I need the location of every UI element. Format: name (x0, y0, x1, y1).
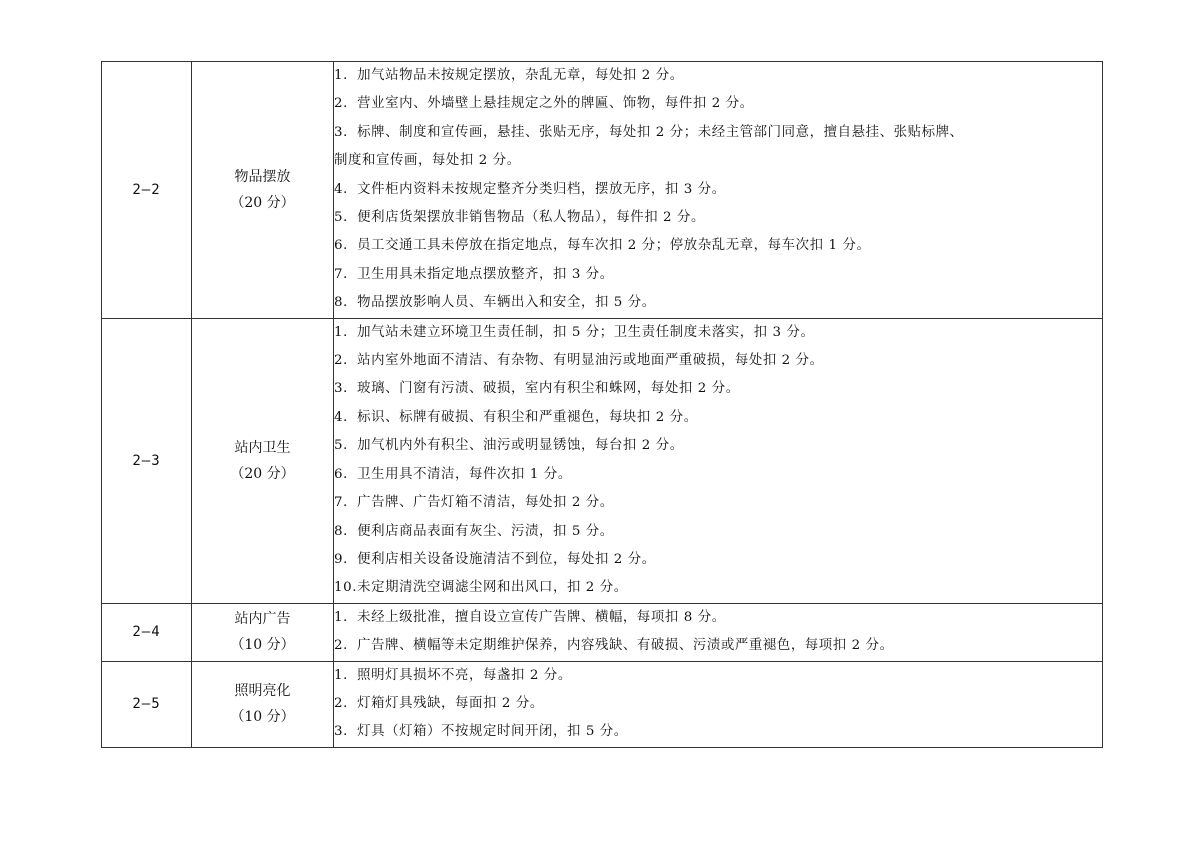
item-title-cell (192, 62, 334, 319)
item-points: （10 分） (230, 637, 295, 654)
rule-line: 2．营业室内、外墙壁上悬挂规定之外的牌匾、饰物，每件扣 2 分。 (334, 96, 754, 112)
rule-line: 10.未定期清洗空调滤尘网和出风口，扣 2 分。 (334, 580, 628, 596)
rule-line: 3．玻璃、门窗有污渍、破损，室内有积尘和蛛网，每处扣 2 分。 (334, 381, 740, 397)
rule-line: 2．广告牌、横幅等未定期维护保养，内容残缺、有破损、污渍或严重褪色，每项扣 2 分。 (334, 638, 894, 654)
rule-line: 1．加气站未建立环境卫生责任制，扣 5 分；卫生责任制度未落实，扣 3 分。 (334, 324, 815, 340)
item-code: 2—5 (102, 661, 192, 747)
rule-line: 1．未经上级批准，擅自设立宣传广告牌、横幅，每项扣 8 分。 (334, 609, 726, 625)
rule-line: 1．加气站物品未按规定摆放，杂乱无章，每处扣 2 分。 (334, 68, 684, 83)
rule-line: 4．文件柜内资料未按规定整齐分类归档，摆放无序，扣 3 分。 (334, 181, 726, 197)
item-title-cell (192, 603, 334, 661)
table-row (102, 62, 1103, 319)
item-points: （20 分） (230, 465, 295, 482)
rule-line: 3．标牌、制度和宣传画，悬挂、张贴无序，每处扣 2 分；未经主管部门同意，擅自悬挂、张贴标牌、 (334, 124, 964, 140)
item-points: （20 分） (230, 194, 295, 211)
rules-cell (334, 603, 1103, 661)
rule-line: 7．卫生用具未指定地点摆放整齐，扣 3 分。 (334, 266, 614, 282)
rule-line: 7．广告牌、广告灯箱不清洁，每处扣 2 分。 (334, 495, 614, 511)
item-title-cell (192, 318, 334, 603)
item-title: 站内卫生 (234, 439, 291, 456)
rule-line: 5．加气机内外有积尘、油污或明显锈蚀，每台扣 2 分。 (334, 438, 684, 454)
rule-line: 8．物品摆放影响人员、车辆出入和安全，扣 5 分。 (334, 295, 656, 311)
scoring-table (101, 61, 1103, 748)
item-title: 站内广告 (234, 611, 291, 628)
rule-line: 9．便利店相关设备设施清洁不到位，每处扣 2 分。 (334, 551, 656, 567)
rule-line: 4．标识、标牌有破损、有积尘和严重褪色，每块扣 2 分。 (334, 409, 698, 425)
table-row (102, 318, 1103, 603)
rule-line: 5．便利店货架摆放非销售物品（私人物品），每件扣 2 分。 (334, 210, 706, 226)
rules-cell (334, 62, 1103, 319)
item-code: 2—3 (102, 318, 192, 603)
item-title: 物品摆放 (234, 168, 291, 185)
rules-cell (334, 318, 1103, 603)
rule-line: 2．灯箱灯具残缺，每面扣 2 分。 (334, 695, 544, 711)
table-row (102, 661, 1103, 747)
rules-cell (334, 661, 1103, 747)
rule-line: 制度和宣传画，每处扣 2 分。 (334, 153, 521, 169)
rule-line: 3．灯具（灯箱）不按规定时间开闭，扣 5 分。 (334, 724, 628, 740)
rule-line: 2．站内室外地面不清洁、有杂物、有明显油污或地面严重破损，每处扣 2 分。 (334, 353, 824, 369)
rule-line: 6．卫生用具不清洁，每件次扣 1 分。 (334, 466, 572, 482)
item-points: （10 分） (230, 709, 295, 726)
rule-line: 8．便利店商品表面有灰尘、污渍，扣 5 分。 (334, 523, 614, 539)
rule-line: 6．员工交通工具未停放在指定地点，每车次扣 2 分；停放杂乱无章，每车次扣 1 分。 (334, 238, 871, 254)
rule-line: 1．照明灯具损坏不亮，每盏扣 2 分。 (334, 667, 572, 683)
item-title: 照明亮化 (234, 683, 291, 700)
item-code: 2—4 (102, 603, 192, 661)
item-code: 2—2 (102, 62, 192, 319)
table-row (102, 603, 1103, 661)
item-title-cell (192, 661, 334, 747)
